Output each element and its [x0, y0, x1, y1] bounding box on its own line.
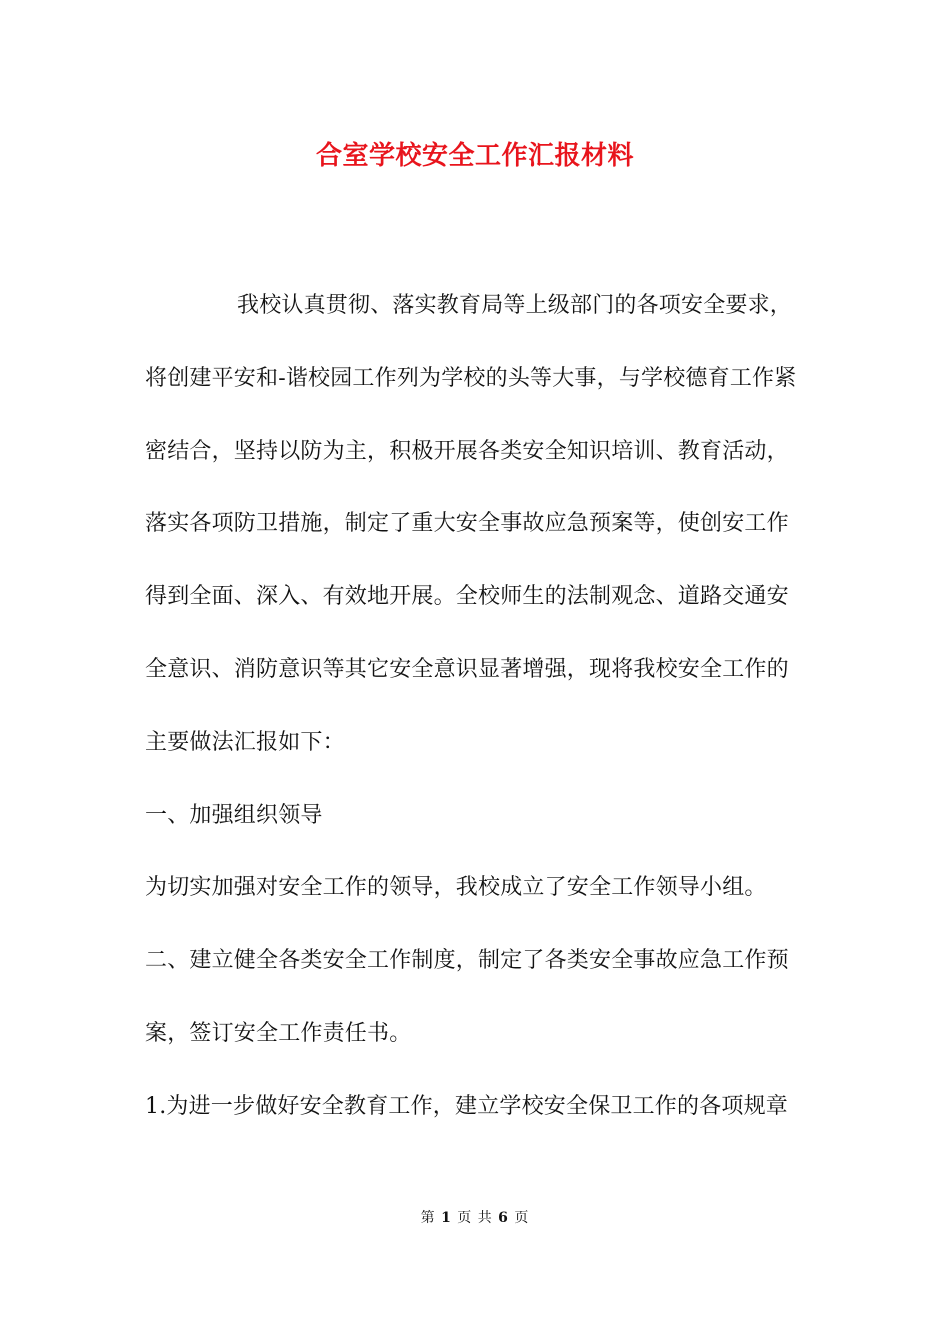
paragraph-line: 将创建平安和-谐校园工作列为学校的头等大事，与学校德育工作紧	[145, 365, 797, 391]
footer-current-page: 1	[441, 1210, 452, 1226]
section-heading: 一、加强组织领导	[145, 802, 323, 828]
paragraph-line: 主要做法汇报如下：	[145, 729, 345, 755]
section-heading: 二、建立健全各类安全工作制度，制定了各类安全事故应急工作预	[145, 948, 789, 974]
paragraph-line: 得到全面、深入、有效地开展。全校师生的法制观念、道路交通安	[145, 584, 789, 610]
footer-suffix: 页	[514, 1210, 530, 1226]
footer-total-pages: 6	[498, 1210, 509, 1226]
document-body	[145, 270, 813, 1144]
paragraph-line: 全意识、消防意识等其它安全意识显著增强，现将我校安全工作的	[145, 656, 789, 682]
paragraph-line: 为切实加强对安全工作的领导，我校成立了安全工作领导小组。	[145, 875, 767, 901]
page-footer	[0, 1208, 950, 1228]
paragraph-line: 案，签订安全工作责任书。	[145, 1020, 412, 1046]
footer-prefix: 第	[420, 1210, 436, 1226]
footer-middle: 页 共	[457, 1210, 493, 1226]
document-title: 合室学校安全工作汇报材料	[315, 141, 634, 171]
paragraph-line: 密结合，坚持以防为主，积极开展各类安全知识培训、教育活动，	[145, 438, 789, 464]
paragraph-line: 我校认真贯彻、落实教育局等上级部门的各项安全要求，	[237, 293, 793, 318]
list-item: 1.为进一步做好安全教育工作，建立学校安全保卫工作的各项规章	[145, 1093, 788, 1119]
paragraph-line: 落实各项防卫措施，制定了重大安全事故应急预案等，使创安工作	[145, 511, 789, 537]
